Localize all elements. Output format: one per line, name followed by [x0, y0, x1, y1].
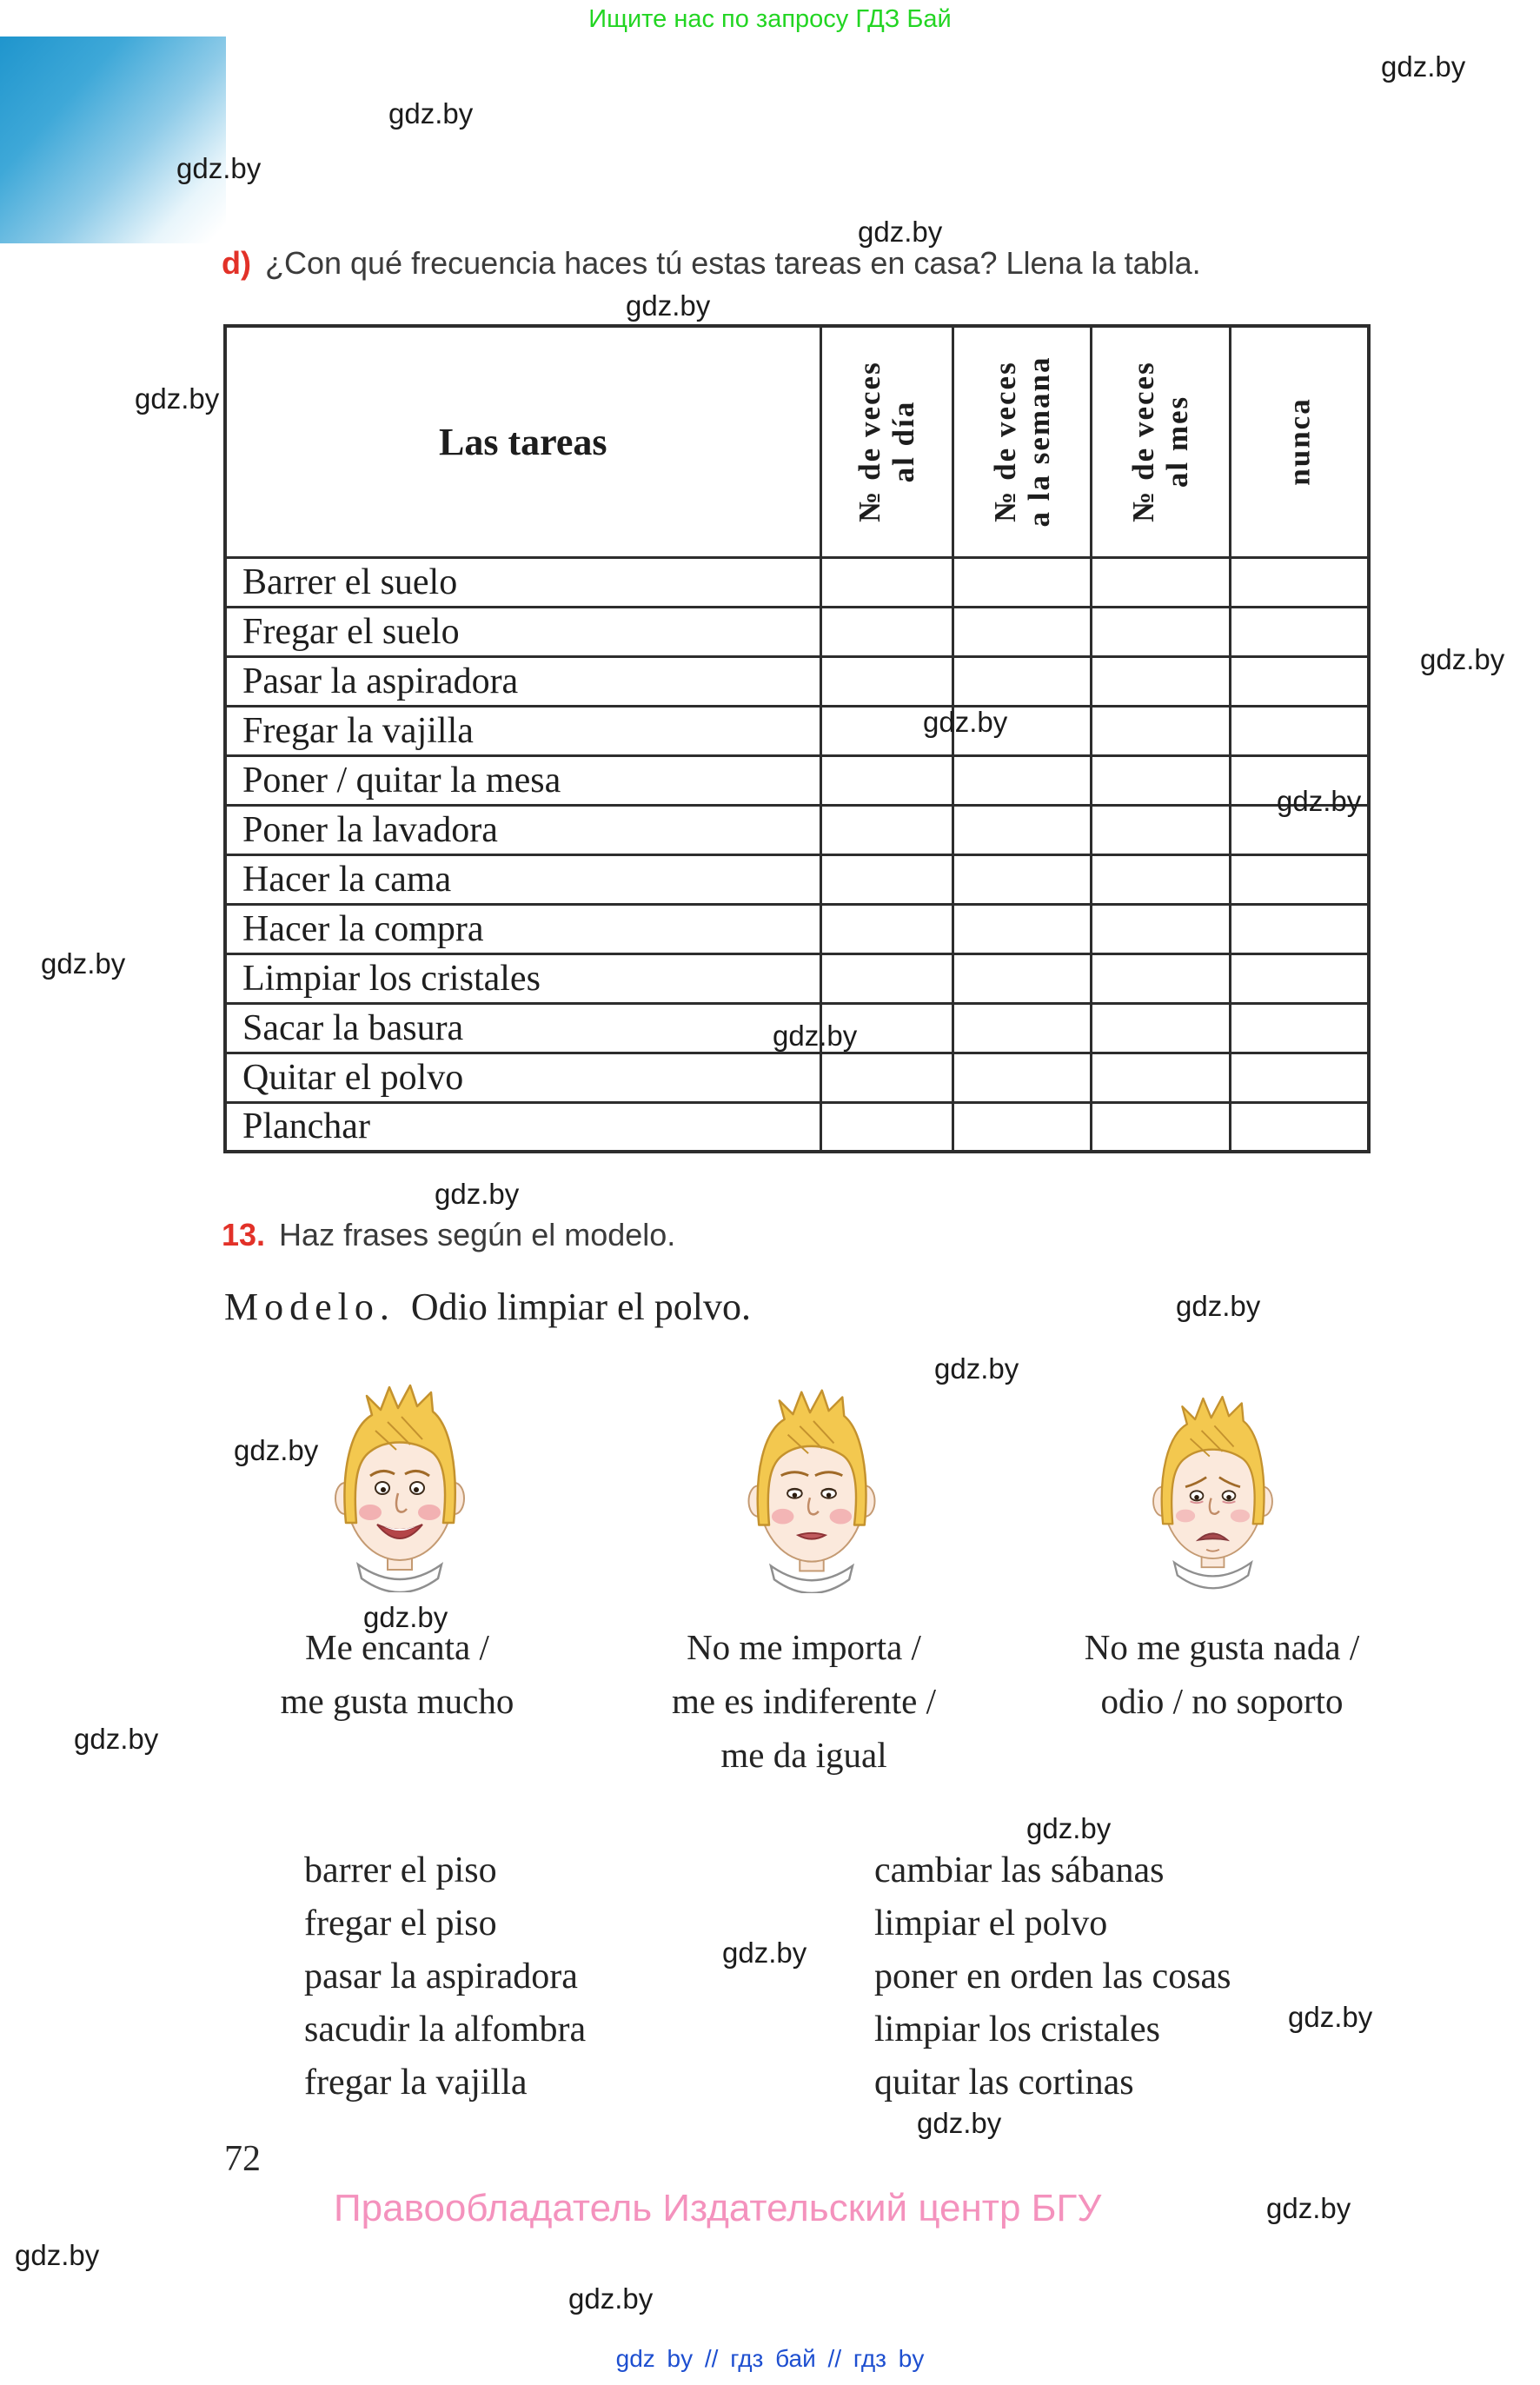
frequency-cell	[953, 607, 1091, 656]
watermark: gdz.by	[363, 1601, 448, 1633]
watermark: gdz.by	[388, 97, 474, 130]
frequency-cell	[1230, 1102, 1369, 1152]
task-d-text: ¿Con qué frecuencia haces tú estas tareas en casa? Llena la tabla.	[264, 245, 1201, 281]
model-sentence-line	[224, 1285, 751, 1329]
watermark: gdz.by	[135, 382, 220, 415]
frequency-cell	[820, 904, 953, 953]
frequency-cell	[1230, 1053, 1369, 1102]
frequency-cell	[1091, 1102, 1230, 1152]
task-13-label: 13.	[222, 1217, 266, 1252]
watermark: gdz.by	[917, 2107, 1002, 2139]
page-number: 72	[224, 2139, 261, 2179]
frequency-cell	[953, 1102, 1091, 1152]
frequency-cell	[820, 854, 953, 904]
watermark: gdz.by	[1176, 1290, 1261, 1322]
chores-list-left	[304, 1844, 586, 2109]
watermark: gdz.by	[176, 152, 262, 184]
sad-boy-illustration	[1132, 1375, 1293, 1597]
watermark: gdz.by	[722, 1937, 807, 1969]
task-cell: Poner la lavadora	[225, 805, 820, 854]
task-cell: Hacer la cama	[225, 854, 820, 904]
frequency-cell	[953, 805, 1091, 854]
table-row	[225, 755, 1369, 805]
list-item: limpiar los cristales	[874, 2010, 1160, 2050]
list-item: quitar las cortinas	[874, 2063, 1134, 2103]
frequency-cell	[953, 953, 1091, 1003]
table-header-row	[225, 326, 1369, 557]
caption-line: me es indiferente /	[672, 1681, 936, 1721]
frequency-cell	[953, 1003, 1091, 1053]
model-sentence: Odio limpiar el polvo.	[410, 1286, 751, 1328]
watermark: gdz.by	[626, 289, 711, 322]
frequency-cell	[820, 1053, 953, 1102]
table-row	[225, 953, 1369, 1003]
caption-line: me da igual	[720, 1735, 887, 1775]
list-item: sacudir la alfombra	[304, 2010, 587, 2050]
caption-line: No me importa /	[687, 1627, 921, 1667]
watermark: gdz.by	[234, 1434, 319, 1466]
sad-face-image	[1132, 1375, 1293, 1592]
table-row	[225, 607, 1369, 656]
frequency-cell	[1091, 656, 1230, 706]
freq-column-header: nunca	[1230, 326, 1369, 557]
task-cell: Planchar	[225, 1102, 820, 1152]
chores-list-right	[874, 1844, 1231, 2109]
caption-indifferent	[621, 1620, 986, 1782]
caption-line: Me encanta /	[305, 1627, 489, 1667]
frequency-cell	[953, 557, 1091, 607]
caption-dislike	[1039, 1620, 1404, 1728]
watermark: gdz.by	[74, 1723, 159, 1755]
frequency-cell	[820, 805, 953, 854]
task-d-label: d)	[222, 245, 251, 281]
frequency-cell	[1230, 1003, 1369, 1053]
watermark: gdz.by	[1288, 2001, 1373, 2033]
watermark: gdz.by	[923, 706, 1008, 738]
watermark: gdz.by	[41, 947, 126, 980]
model-label: Modelo.	[224, 1286, 395, 1328]
frequency-cell	[820, 755, 953, 805]
frequency-cell	[820, 607, 953, 656]
caption-like	[215, 1620, 580, 1728]
frequency-cell	[1230, 706, 1369, 755]
watermark: gdz.by	[1026, 1812, 1112, 1844]
list-item: barrer el piso	[304, 1850, 497, 1890]
blue-gradient-square	[0, 37, 226, 243]
frequency-cell	[1091, 1053, 1230, 1102]
task-cell: Limpiar los cristales	[225, 953, 820, 1003]
frequency-cell	[1230, 607, 1369, 656]
list-item: pasar la aspiradora	[304, 1956, 578, 1996]
list-item: poner en orden las cosas	[874, 1956, 1231, 1996]
frequency-cell	[1091, 805, 1230, 854]
watermark: gdz.by	[1277, 785, 1362, 817]
frequency-cell	[1091, 706, 1230, 755]
freq-column-header: № de veces al mes	[1091, 326, 1230, 557]
watermark: gdz.by	[858, 216, 943, 248]
list-item: fregar el piso	[304, 1903, 497, 1943]
freq-column-header: № de veces al día	[820, 326, 953, 557]
watermark: gdz.by	[568, 2282, 654, 2315]
list-item: fregar la vajilla	[304, 2063, 528, 2103]
caption-line: me gusta mucho	[280, 1681, 514, 1721]
happy-boy-illustration	[313, 1366, 487, 1597]
task-d-line	[222, 245, 1201, 282]
frequency-cell	[1230, 953, 1369, 1003]
frequency-cell	[820, 656, 953, 706]
freq-column-header: № de veces a la semana	[953, 326, 1091, 557]
frequency-cell	[1091, 854, 1230, 904]
publisher-line: Правообладатель Издательский центр БГУ	[334, 2187, 1102, 2229]
task-13-line	[222, 1217, 675, 1253]
task-cell: Barrer el suelo	[225, 557, 820, 607]
watermark: gdz.by	[773, 1020, 858, 1052]
frequency-cell	[953, 904, 1091, 953]
frequency-cell	[1091, 953, 1230, 1003]
tasks-column-header: Las tareas	[225, 326, 820, 557]
watermark: gdz.by	[934, 1352, 1019, 1385]
task-cell: Quitar el polvo	[225, 1053, 820, 1102]
footer-links[interactable]: gdz by // гдз бай // гдз by	[615, 2345, 925, 2372]
task-13-text: Haz frases según el modelo.	[279, 1217, 676, 1252]
watermark: gdz.by	[1266, 2192, 1351, 2224]
frequency-cell	[820, 1102, 953, 1152]
watermark: gdz.by	[15, 2239, 100, 2271]
task-cell: Hacer la compra	[225, 904, 820, 953]
task-cell: Poner / quitar la mesa	[225, 755, 820, 805]
task-cell: Fregar la vajilla	[225, 706, 820, 755]
frequency-cell	[1091, 607, 1230, 656]
caption-line: odio / no soporto	[1100, 1681, 1344, 1721]
frequency-cell	[953, 656, 1091, 706]
task-cell: Fregar el suelo	[225, 607, 820, 656]
watermark: gdz.by	[435, 1178, 520, 1210]
frequency-cell	[1230, 904, 1369, 953]
list-item: cambiar las sábanas	[874, 1850, 1165, 1890]
table-row	[225, 557, 1369, 607]
list-item: limpiar el polvo	[874, 1903, 1108, 1943]
happy-face-image	[313, 1366, 487, 1592]
indifferent-face-image	[727, 1372, 897, 1593]
frequency-cell	[820, 557, 953, 607]
frequency-cell	[1230, 854, 1369, 904]
watermark: gdz.by	[1381, 50, 1466, 83]
table-row	[225, 854, 1369, 904]
table-row	[225, 706, 1369, 755]
task-cell: Pasar la aspiradora	[225, 656, 820, 706]
task-cell: Sacar la basura	[225, 1003, 820, 1053]
frequency-cell	[1230, 656, 1369, 706]
frequency-cell	[1091, 755, 1230, 805]
table-row	[225, 1102, 1369, 1152]
caption-line: No me gusta nada /	[1084, 1627, 1360, 1667]
frequency-cell	[1091, 1003, 1230, 1053]
top-banner-text: Ищите нас по запросу ГДЗ Бай	[588, 5, 952, 33]
frequency-cell	[1230, 557, 1369, 607]
watermark: gdz.by	[1420, 643, 1505, 675]
frequency-cell	[820, 953, 953, 1003]
indifferent-boy-illustration	[727, 1372, 897, 1598]
table-row	[225, 656, 1369, 706]
frequency-cell	[953, 1053, 1091, 1102]
frequency-cell	[953, 755, 1091, 805]
table-row	[225, 1053, 1369, 1102]
frequency-cell	[1091, 557, 1230, 607]
table-row	[225, 904, 1369, 953]
frequency-cell	[953, 854, 1091, 904]
frequency-cell	[1091, 904, 1230, 953]
table-row	[225, 805, 1369, 854]
